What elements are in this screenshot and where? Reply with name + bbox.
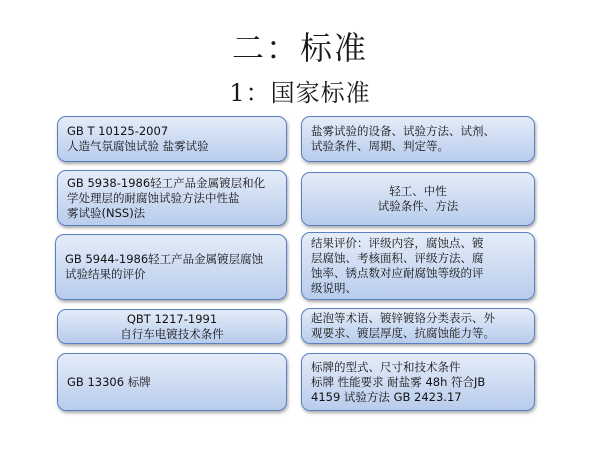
box-text-line: GB 13306 标牌 [67,374,151,389]
standard-box-gb-13306 [57,353,287,411]
box-text-line: 观要求、镀层厚度、抗腐蚀能力等。 [311,326,495,340]
box-text-line: 人造气氛腐蚀试验 盐雾试验 [67,139,209,153]
description-box-result-evaluation [301,232,535,300]
description-box-salt-spray [301,116,535,162]
slide-subtitle: 1：国家标准 [229,79,371,107]
box-text-line: 层腐蚀、考核面积、评级方法、腐 [311,251,484,265]
box-text-line: GB T 10125-2007 [67,124,169,138]
slide-title: 二：标准 [231,29,368,67]
box-text-line: GB 5944-1986轻工产品金属镀层腐蚀 [65,252,264,266]
box-text-line: 试验条件、周期、判定等。 [311,139,449,153]
standard-box-gb-5944 [55,234,287,300]
box-text-line: 雾试验(NSS)法 [67,205,146,220]
box-text-line: 轻工、中性 [389,184,447,198]
box-text-line: 起泡等术语、镀锌镀铬分类表示、外 [311,311,495,325]
box-text-line: 结果评价：评级内容，腐蚀点、镀 [311,236,484,250]
description-box-nameplate [301,353,535,411]
box-text-line: 试验结果的评价 [65,267,146,281]
description-box-plating-terms [301,308,535,344]
box-text-line: 标牌的型式、尺寸和技术条件 [311,359,461,374]
box-text-line: 蚀率、锈点数对应耐腐蚀等级的评 [311,266,484,280]
box-text-line: 标牌 性能要求 耐盐雾 48h 符合JB [311,374,486,389]
box-text-line: 盐雾试验的设备、试验方法、试剂、 [311,124,495,138]
box-text-line: QBT 1217-1991 [126,311,218,326]
box-text-line: GB 5938-1986轻工产品金属镀层和化 [67,175,266,190]
standard-box-gb-5938 [57,170,287,226]
standard-box-gb-t-10125 [57,116,287,162]
description-box-light-industry [301,172,535,226]
box-text-line: 4159 试验方法 GB 2423.17 [311,389,462,404]
box-text-line: 试验条件、方法 [377,199,459,213]
standard-box-qbt-1217 [57,309,287,344]
box-text-line: 学处理层的耐腐蚀试验方法中性盐 [67,190,240,205]
box-text-line: 级说明、 [311,281,357,295]
box-text-line: 自行车电镀技术条件 [120,326,224,341]
